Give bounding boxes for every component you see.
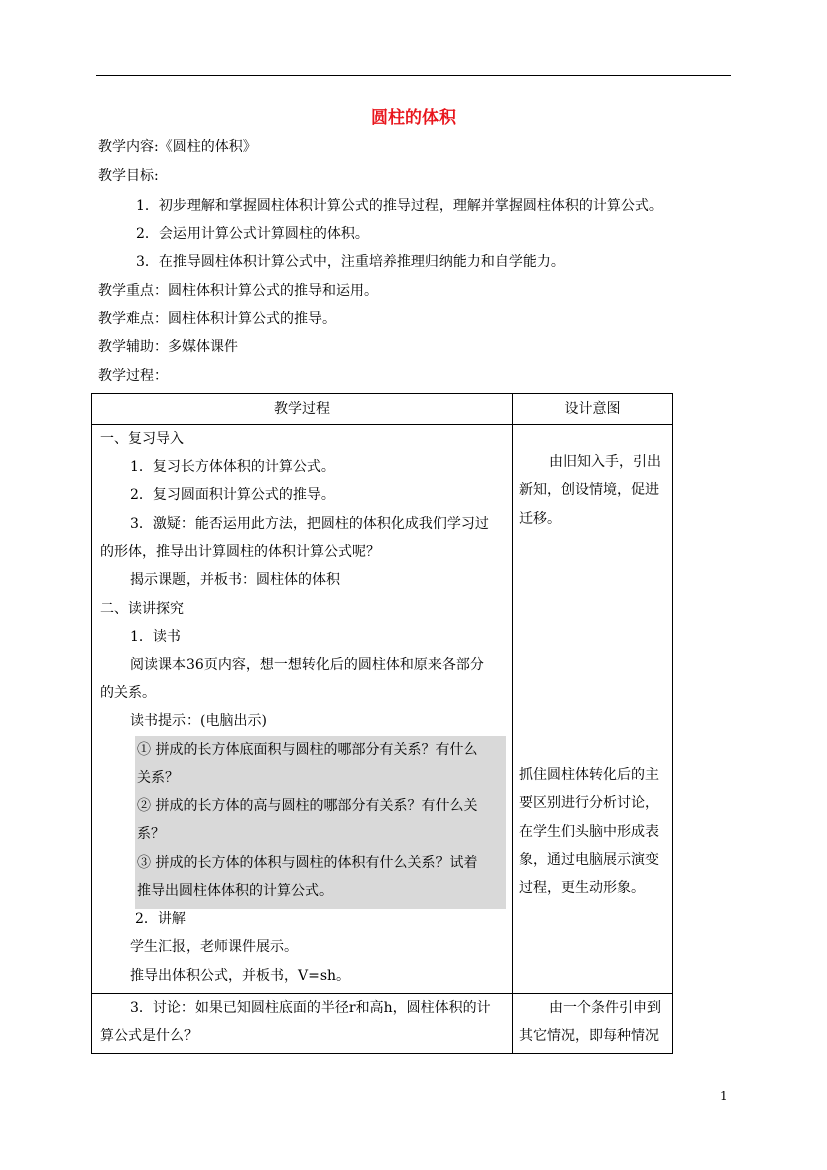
goal-3: 3．在推导圆柱体积计算公式中，注重培养推理归纳能力和自学能力。 [136, 254, 565, 270]
intent-1-line-3: 迁移。 [519, 511, 561, 527]
teaching-aids: 教学辅助：多媒体课件 [98, 339, 238, 355]
formula-derivation: 推导出体积公式，并板书，V=sh。 [130, 968, 351, 984]
reading-text: 阅读课本36页内容，想一想转化后的圆柱体和原来各部分 [130, 657, 484, 673]
page-number: 1 [720, 1089, 728, 1103]
reading-hints-label: 读书提示：(电脑出示) [130, 713, 267, 729]
hint-3: ③ 拼成的长方体的体积与圆柱的体积有什么关系？试着 [137, 855, 478, 871]
discussion-line-1: 3．讨论：如果已知圆柱底面的半径r和高h，圆柱体积的计 [130, 1000, 491, 1016]
goals-label: 教学目标: [98, 168, 159, 184]
lesson-table [91, 393, 673, 1054]
header-rule [96, 75, 731, 76]
discussion-line-2: 算公式是什么？ [100, 1028, 198, 1044]
hint-3-cont: 推导出圆柱体体积的计算公式。 [137, 883, 333, 899]
review-item-3: 3．激疑：能否运用此方法，把圆柱的体积化成我们学习过 [130, 516, 489, 532]
hint-2: ② 拼成的长方体的高与圆柱的哪部分有关系？有什么关 [137, 798, 478, 814]
intent-2-line-2: 要区别进行分析讨论， [519, 795, 659, 811]
intent-2-line-3: 在学生们头脑中形成表 [519, 824, 659, 840]
column-divider [512, 394, 513, 1053]
hint-1: ① 拼成的长方体底面积与圆柱的哪部分有关系？有什么 [137, 742, 478, 758]
intent-3-line-1: 由一个条件引申到 [549, 1000, 661, 1016]
intent-2-line-1: 抓住圆柱体转化后的主 [519, 767, 659, 783]
header-process: 教学过程 [274, 401, 330, 417]
section-review: 一、复习导入 [100, 431, 184, 447]
intent-3-line-2: 其它情况，即每种情况 [519, 1028, 659, 1044]
reading-text-cont: 的关系。 [100, 685, 156, 701]
process-label: 教学过程： [98, 368, 168, 384]
key-point: 教学重点：圆柱体积计算公式的推导和运用。 [98, 283, 378, 299]
intent-1-line-1: 由旧知入手，引出 [549, 454, 661, 470]
review-item-3-cont: 的形体，推导出计算圆柱的体积计算公式呢？ [100, 544, 380, 560]
difficulty: 教学难点：圆柱体积计算公式的推导。 [98, 311, 336, 327]
goal-2: 2．会运用计算公式计算圆柱的体积。 [136, 226, 369, 242]
teaching-content: 教学内容:《圆柱的体积》 [98, 139, 257, 155]
section-explore: 二、读讲探究 [100, 601, 184, 617]
hint-1-cont: 关系？ [137, 770, 179, 786]
row-divider [92, 993, 672, 994]
review-item-1: 1．复习长方体体积的计算公式。 [130, 459, 335, 475]
hint-2-cont: 系？ [137, 826, 165, 842]
reading-step: 1．读书 [130, 629, 181, 645]
reveal-topic: 揭示课题，并板书：圆柱体的体积 [130, 572, 340, 588]
goal-1: 1．初步理解和掌握圆柱体积计算公式的推导过程，理解并掌握圆柱体积的计算公式。 [136, 198, 663, 214]
student-report: 学生汇报，老师课件展示。 [130, 939, 298, 955]
page-title: 圆柱的体积 [371, 108, 456, 128]
explain-step: 2．讲解 [135, 911, 186, 927]
header-intent: 设计意图 [564, 401, 621, 417]
intent-2-line-5: 过程，更生动形象。 [519, 880, 645, 896]
review-item-2: 2．复习圆面积计算公式的推导。 [130, 487, 335, 503]
intent-2-line-4: 象，通过电脑展示演变 [519, 852, 659, 868]
intent-1-line-2: 新知，创设情境，促进 [519, 482, 659, 498]
